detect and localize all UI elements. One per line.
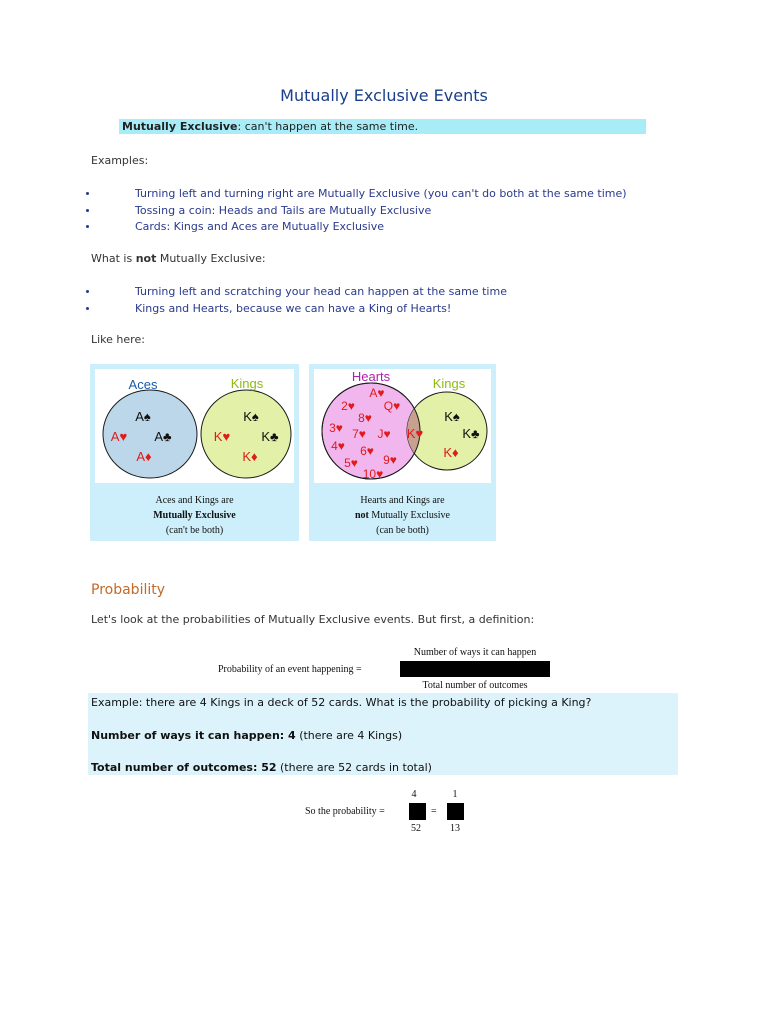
- list-item: Turning left and turning right are Mutually Exclusive (you can't do both at the same time): [86, 187, 627, 204]
- formula-numerator: Number of ways it can happen: [413, 647, 537, 658]
- venn-panel-not-exclusive: [309, 364, 496, 541]
- list-item: Cards: Kings and Aces are Mutually Exclusive: [86, 220, 627, 237]
- card-label: 10♥: [362, 467, 384, 481]
- card-label: 3♥: [329, 421, 343, 435]
- formula-denominator: Total number of outcomes: [422, 680, 528, 691]
- card-label: 7♥: [352, 427, 366, 441]
- probability-heading: Probability: [91, 582, 166, 598]
- not-exclusive-label: What is not Mutually Exclusive:: [91, 252, 266, 265]
- page-title: Mutually Exclusive Events: [280, 86, 488, 105]
- kings-set-label: Kings: [432, 376, 466, 391]
- kings-set-label: Kings: [230, 376, 264, 391]
- card-label: 6♥: [360, 444, 374, 458]
- card-label: 5♥: [344, 456, 358, 470]
- aces-set-label: Aces: [128, 377, 158, 392]
- bullet-icon: [86, 209, 89, 212]
- example-question: Example: there are 4 Kings in a deck of 52 cards. What is the probability of picking a King?: [91, 696, 592, 709]
- card-label: 9♥: [383, 453, 397, 467]
- venn-panel-exclusive: [90, 364, 299, 541]
- card-label-overlap: K♥: [406, 426, 424, 441]
- definition-box: [119, 119, 646, 134]
- bullet-icon: [86, 307, 89, 310]
- example-total: Total number of outcomes: 52 (there are 52 cards in total): [91, 761, 432, 774]
- card-label: K♦: [242, 449, 258, 464]
- card-label: K♣: [462, 426, 480, 441]
- probability-intro: Let's look at the probabilities of Mutually Exclusive events. But first, a definition:: [91, 613, 535, 626]
- result-equals: =: [431, 806, 437, 817]
- venn-exclusive-svg: [95, 369, 294, 483]
- formula-fraction-bar: [400, 661, 550, 677]
- hearts-set-label: Hearts: [351, 369, 391, 384]
- definition-term: Mutually Exclusive: [122, 120, 238, 133]
- card-label: 2♥: [341, 399, 355, 413]
- formula-left-label: Probability of an event happening =: [218, 664, 362, 675]
- list-item: Tossing a coin: Heads and Tails are Mutually Exclusive: [86, 204, 627, 221]
- venn-caption-not-exclusive: Hearts and Kings are not Mutually Exclusive (can be both): [354, 495, 450, 536]
- venn-diagram-exclusive: [95, 369, 294, 483]
- venn-not-exclusive-svg: [314, 369, 491, 483]
- example-ways: Number of ways it can happen: 4 (there are 4 Kings): [91, 729, 403, 742]
- bullet-icon: [86, 192, 89, 195]
- card-label: K♥: [213, 429, 231, 444]
- result-numerator-1: 4: [411, 789, 417, 800]
- result-numerator-2: 1: [452, 789, 458, 800]
- card-label: K♠: [444, 409, 460, 424]
- card-label: J♥: [377, 427, 391, 441]
- venn-caption-exclusive: Aces and Kings are Mutually Exclusive (can't be both): [153, 495, 236, 536]
- card-label: A♦: [136, 449, 152, 464]
- result-fraction-bar-1: [409, 803, 426, 820]
- card-label: A♣: [154, 429, 172, 444]
- list-item: Turning left and scratching your head can happen at the same time: [86, 285, 507, 302]
- not-examples-list: [86, 285, 507, 318]
- result-label: So the probability =: [305, 806, 385, 817]
- card-label: 4♥: [331, 439, 345, 453]
- card-label: K♠: [243, 409, 259, 424]
- card-label: Q♥: [383, 399, 401, 413]
- card-label: K♦: [443, 445, 459, 460]
- list-item: Kings and Hearts, because we can have a King of Hearts!: [86, 302, 507, 319]
- definition-text: Mutually Exclusive: can't happen at the same time.: [122, 120, 419, 133]
- result-denominator-1: 52: [411, 823, 421, 834]
- examples-label: Examples:: [91, 154, 149, 167]
- examples-list: [86, 187, 627, 237]
- result-fraction-bar-2: [447, 803, 464, 820]
- card-label: A♥: [110, 429, 128, 444]
- bullet-icon: [86, 290, 89, 293]
- result-denominator-2: 13: [450, 823, 460, 834]
- example-box: [88, 693, 678, 775]
- card-label: A♥: [369, 386, 385, 400]
- card-label: A♠: [135, 409, 151, 424]
- bullet-icon: [86, 225, 89, 228]
- like-here-label: Like here:: [91, 333, 145, 346]
- card-label: 8♥: [358, 411, 372, 425]
- venn-diagram-not-exclusive: [314, 369, 491, 483]
- card-label: K♣: [261, 429, 279, 444]
